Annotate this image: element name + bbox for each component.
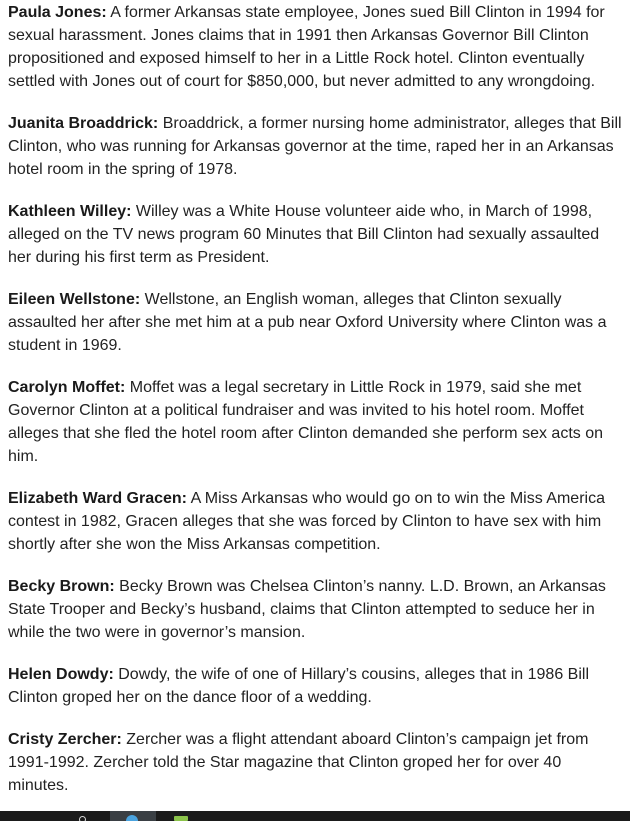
- entry-name: Eileen Wellstone:: [8, 291, 141, 308]
- search-icon[interactable]: [78, 815, 86, 821]
- entry-cristy-zercher: [8, 727, 624, 797]
- entry-becky-brown: [8, 574, 624, 644]
- entry-eileen-wellstone: [8, 287, 624, 357]
- entry-kathleen-willey: [8, 199, 624, 269]
- entry-name: Becky Brown:: [8, 578, 115, 595]
- entry-text: Broaddrick, a former nursing home administrator, alleges that Bill Clinton, who was running for Arkansas governor at the time, raped her in an Arkansas hotel room in the spring of 1978.: [8, 115, 622, 178]
- entry-carolyn-moffet: [8, 375, 624, 468]
- entry-elizabeth-ward-gracen: [8, 486, 624, 556]
- entry-text: Zercher was a flight attendant aboard Clinton’s campaign jet from 1991-1992. Zercher told the Star magazine that Clinton groped her for over 40 minutes.: [8, 731, 589, 794]
- entry-juanita-broaddrick: [8, 111, 624, 181]
- entry-text: Wellstone, an English woman, alleges that Clinton sexually assaulted her after she met him at a pub near Oxford University where Clinton was a student in 1969.: [8, 291, 607, 354]
- entry-name: Carolyn Moffet:: [8, 379, 126, 396]
- browser-app-icon[interactable]: [110, 811, 156, 821]
- entry-text: Dowdy, the wife of one of Hillary’s cousins, alleges that in 1986 Bill Clinton groped her on the dance floor of a wedding.: [8, 666, 590, 706]
- entry-text: Becky Brown was Chelsea Clinton’s nanny. L.D. Brown, an Arkansas State Trooper and Becky’s husband, claims that Clinton attempted to seduce her in while the two were in governor’s mansion.: [8, 578, 606, 641]
- entry-text: A former Arkansas state employee, Jones sued Bill Clinton in 1994 for sexual harassment. Jones claims that in 1991 then Arkansas Governor Bill Clinton propositioned and exposed himself to her in a Little Rock hotel. Clinton eventually settled with Jones out of court for $850,000, but never admitted to any wrongdoing.: [8, 4, 605, 90]
- taskbar: [0, 811, 630, 821]
- entry-name: Juanita Broaddrick:: [8, 115, 159, 132]
- entry-text: Willey was a White House volunteer aide who, in March of 1998, alleged on the TV news program 60 Minutes that Bill Clinton had sexually assaulted her during his first term as President.: [8, 203, 600, 266]
- entry-name: Helen Dowdy:: [8, 666, 114, 683]
- entry-name: Paula Jones:: [8, 4, 107, 21]
- file-explorer-icon[interactable]: [172, 815, 190, 821]
- article-body: [8, 0, 624, 815]
- entry-text: Moffet was a legal secretary in Little Rock in 1979, said she met Governor Clinton at a political fundraiser and was invited to his hotel room. Moffet alleges that she fled the hotel room after Clinton demanded she perform sex acts on him.: [8, 379, 604, 465]
- entry-name: Cristy Zercher:: [8, 731, 122, 748]
- entry-paula-jones: [8, 0, 624, 93]
- entry-text: A Miss Arkansas who would go on to win the Miss America contest in 1982, Gracen alleges that she was forced by Clinton to have sex with him shortly after she won the Miss Arkansas competition.: [8, 490, 605, 553]
- entry-name: Elizabeth Ward Gracen:: [8, 490, 187, 507]
- entry-name: Kathleen Willey:: [8, 203, 132, 220]
- entry-helen-dowdy: [8, 662, 624, 709]
